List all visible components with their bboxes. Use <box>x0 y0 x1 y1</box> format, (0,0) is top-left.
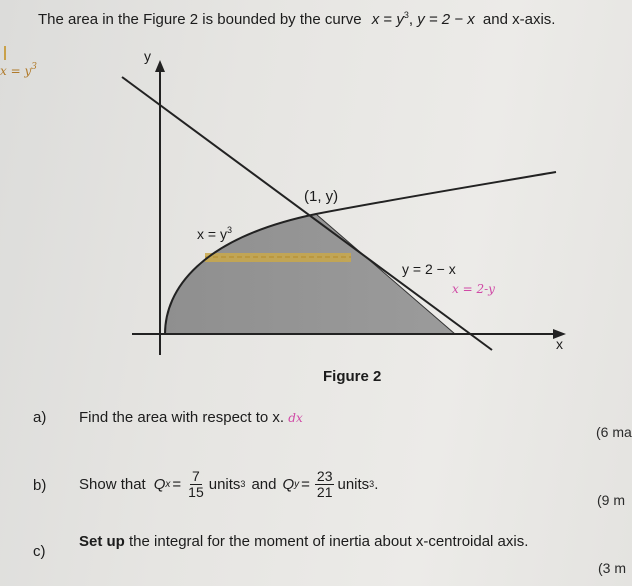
question-b-marks: (9 m <box>597 492 625 508</box>
question-b: Show that Q x = $\frac{7}{15}$ units 3 and Q y = $\frac{23}{21}$ units 3 . <box>79 467 379 500</box>
figure-caption: Figure 2 <box>323 368 382 385</box>
question-a-text: Find the area with respect to x. <box>79 409 285 426</box>
line-label-y-2-minus-x: y = 2 − x <box>402 261 456 277</box>
question-a-hand: dx <box>288 411 303 425</box>
y-axis-label: y <box>144 48 151 64</box>
and-text: and <box>251 475 277 493</box>
qx-fraction: $\frac{7}{15}$ <box>188 467 204 500</box>
curve1-rhs: y <box>396 11 404 28</box>
curve1-exp: 3 <box>403 10 409 20</box>
handwritten-note-left: $x = y^3$ <box>0 62 37 78</box>
curve-label-x-y3: $x = y^3$ <box>197 225 232 242</box>
curve1-lhs: x <box>371 11 380 28</box>
qx-symbol: Q <box>153 475 166 493</box>
qy-units: units <box>337 475 370 493</box>
question-c-letter: c) <box>33 543 46 560</box>
point-label: (1, y) <box>304 188 339 205</box>
qx-units: units <box>208 475 241 493</box>
qy-symbol: Q <box>282 475 295 493</box>
question-b-text: Show that <box>79 475 146 493</box>
question-a-marks: (6 ma <box>596 424 632 440</box>
question-c-bold: Set up <box>79 533 125 550</box>
question-c <box>79 533 528 550</box>
handwritten-note-right: x = 2-y <box>452 282 495 296</box>
qx-sub: x <box>165 478 171 490</box>
question-c-marks: (3 m <box>598 560 626 576</box>
problem-statement: The area in the Figure 2 is bounded by the curve $x = y^3$, y = 2 − x and x-axis. <box>38 10 556 28</box>
qy-fraction: $\frac{23}{21}$ <box>316 467 333 500</box>
question-c-text: the integral for the moment of inertia about x-centroidal axis. <box>129 533 529 550</box>
question-b-letter: b) <box>33 477 47 494</box>
question-a-letter: a) <box>33 409 47 426</box>
intro-tail: and x-axis. <box>482 11 556 28</box>
question-a <box>79 409 303 426</box>
curve2-eq: y = 2 − x <box>417 11 475 28</box>
qy-sub: y <box>294 478 300 490</box>
intro-text: The area in the Figure 2 is bounded by the curve <box>38 11 362 28</box>
y-axis-arrow <box>155 60 165 72</box>
x-axis-label: x <box>556 336 563 352</box>
